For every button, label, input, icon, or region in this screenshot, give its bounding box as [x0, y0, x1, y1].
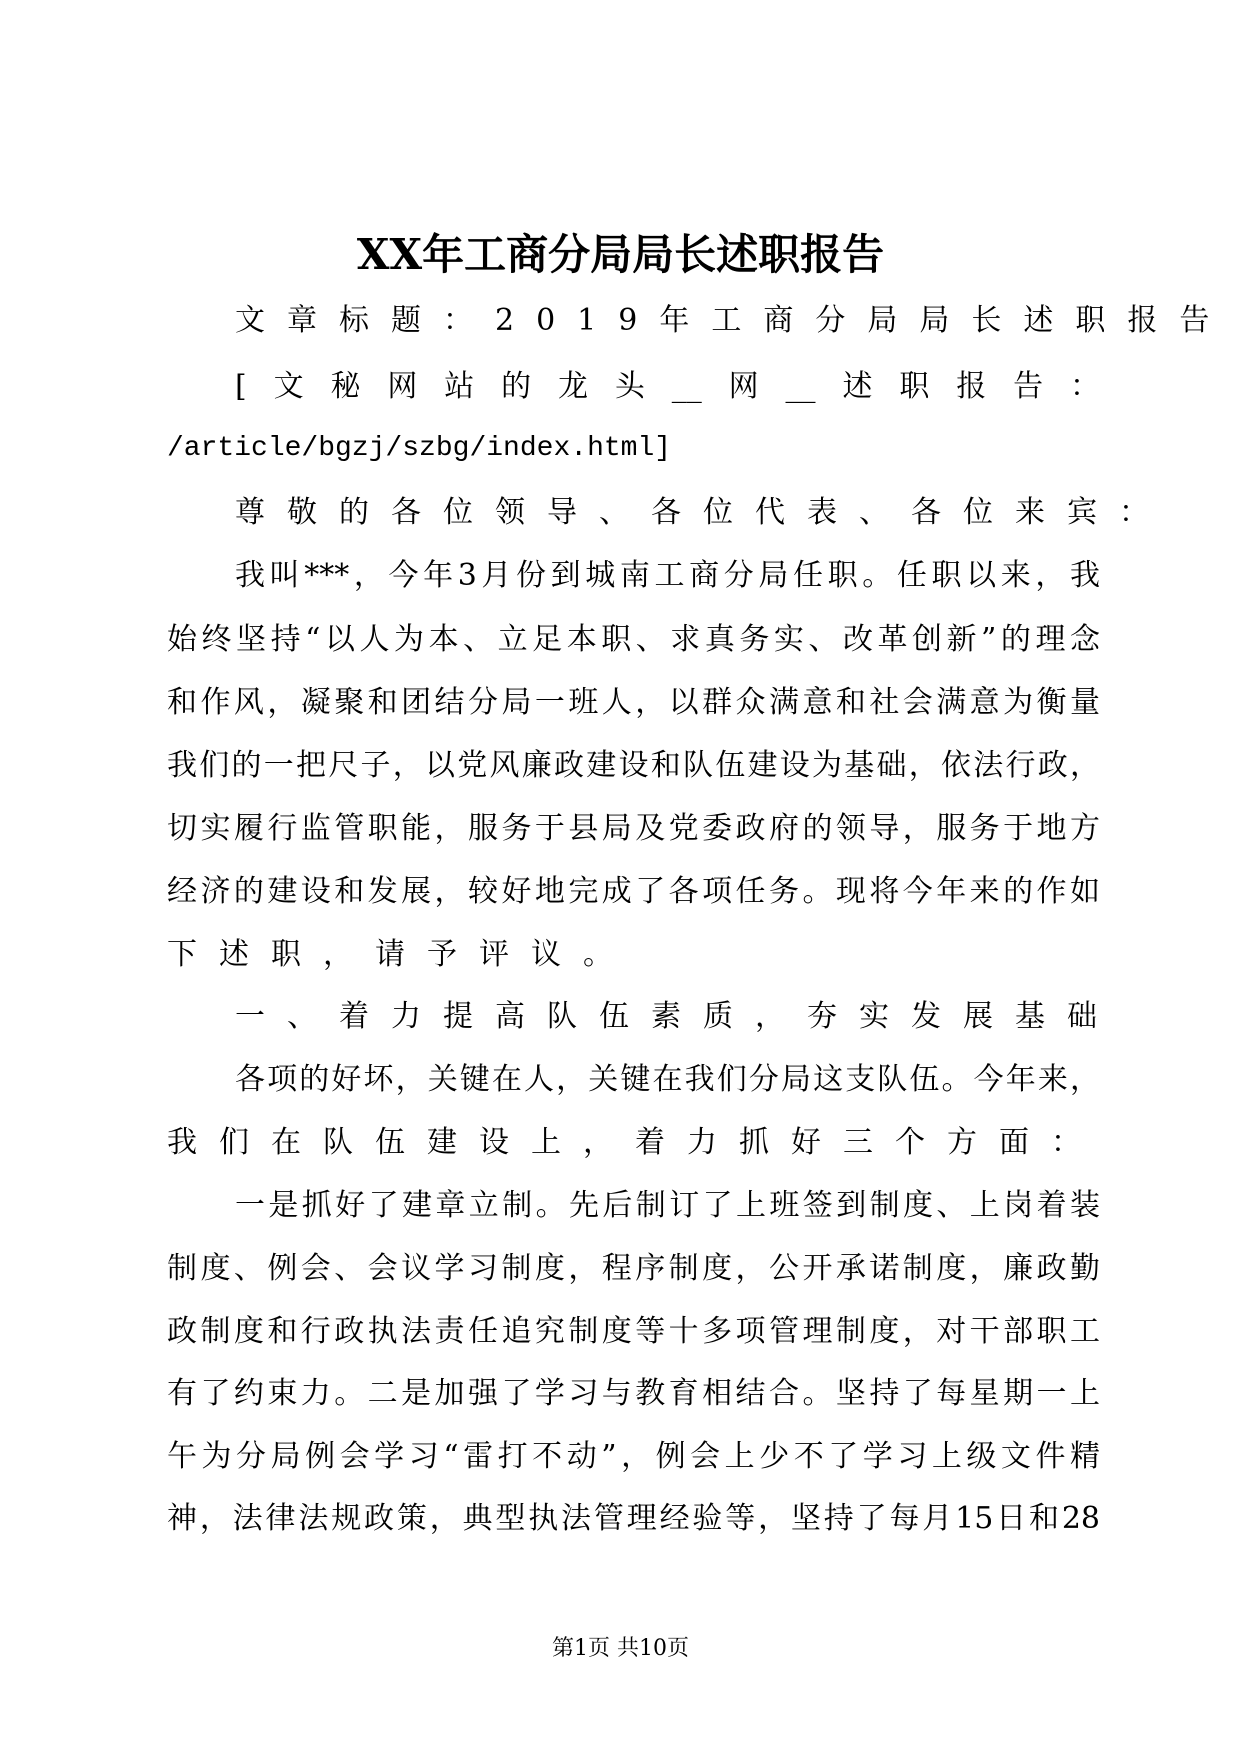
paragraph-line: 制度、例会、会议学习制度，程序制度，公开承诺制度，廉政勤 — [167, 1251, 1100, 1286]
paragraph-line: 有了约束力。二是加强了学习与教育相结合。坚持了每星期一上 — [167, 1376, 1100, 1411]
paragraph-line: 和作风，凝聚和团结分局一班人，以群众满意和社会满意为衡量 — [167, 685, 1100, 720]
paragraph-line: 我们的一把尺子，以党风廉政建设和队伍建设为基础，依法行政， — [167, 748, 1100, 783]
paragraph-line: 始终坚持“以人为本、立足本职、求真务实、改革创新”的理念 — [167, 622, 1100, 657]
paragraph-line: 下述职，请予评议。 — [167, 937, 635, 972]
paragraph-line: 各项的好坏，关键在人，关键在我们分局这支队伍。今年来， — [235, 1062, 1100, 1097]
source-line: [文秘网站的龙头__网__述职报告： — [235, 369, 1100, 404]
paragraph-line: 一是抓好了建章立制。先后制订了上班签到制度、上岗着装 — [235, 1188, 1100, 1223]
document-title: XX年工商分局局长述职报告 — [356, 230, 885, 279]
article-title-line: 文章标题：2019年工商分局局长述职报告 — [235, 303, 1232, 338]
paragraph-line: 切实履行监管职能，服务于县局及党委政府的领导，服务于地方 — [167, 811, 1100, 846]
paragraph-line: 我们在队伍建设上，着力抓好三个方面： — [167, 1125, 1103, 1160]
paragraph-line: 我叫***，今年3月份到城南工商分局任职。任职以来，我 — [235, 558, 1100, 593]
source-url-line: /article/bgzj/szbg/index.html] — [167, 433, 672, 464]
salutation: 尊敬的各位领导、各位代表、各位来宾： — [235, 495, 1171, 530]
page-number-footer: 第1页 共10页 — [552, 1636, 689, 1661]
paragraph-line: 经济的建设和发展，较好地完成了各项任务。现将今年来的作如 — [167, 874, 1100, 909]
paragraph-line: 神，法律法规政策，典型执法管理经验等，坚持了每月15日和28 — [167, 1501, 1100, 1536]
paragraph-line: 午为分局例会学习“雷打不动”，例会上少不了学习上级文件精 — [167, 1439, 1100, 1474]
paragraph-line: 政制度和行政执法责任追究制度等十多项管理制度，对干部职工 — [167, 1314, 1100, 1349]
section-heading: 一、着力提高队伍素质，夯实发展基础 — [235, 999, 1119, 1034]
